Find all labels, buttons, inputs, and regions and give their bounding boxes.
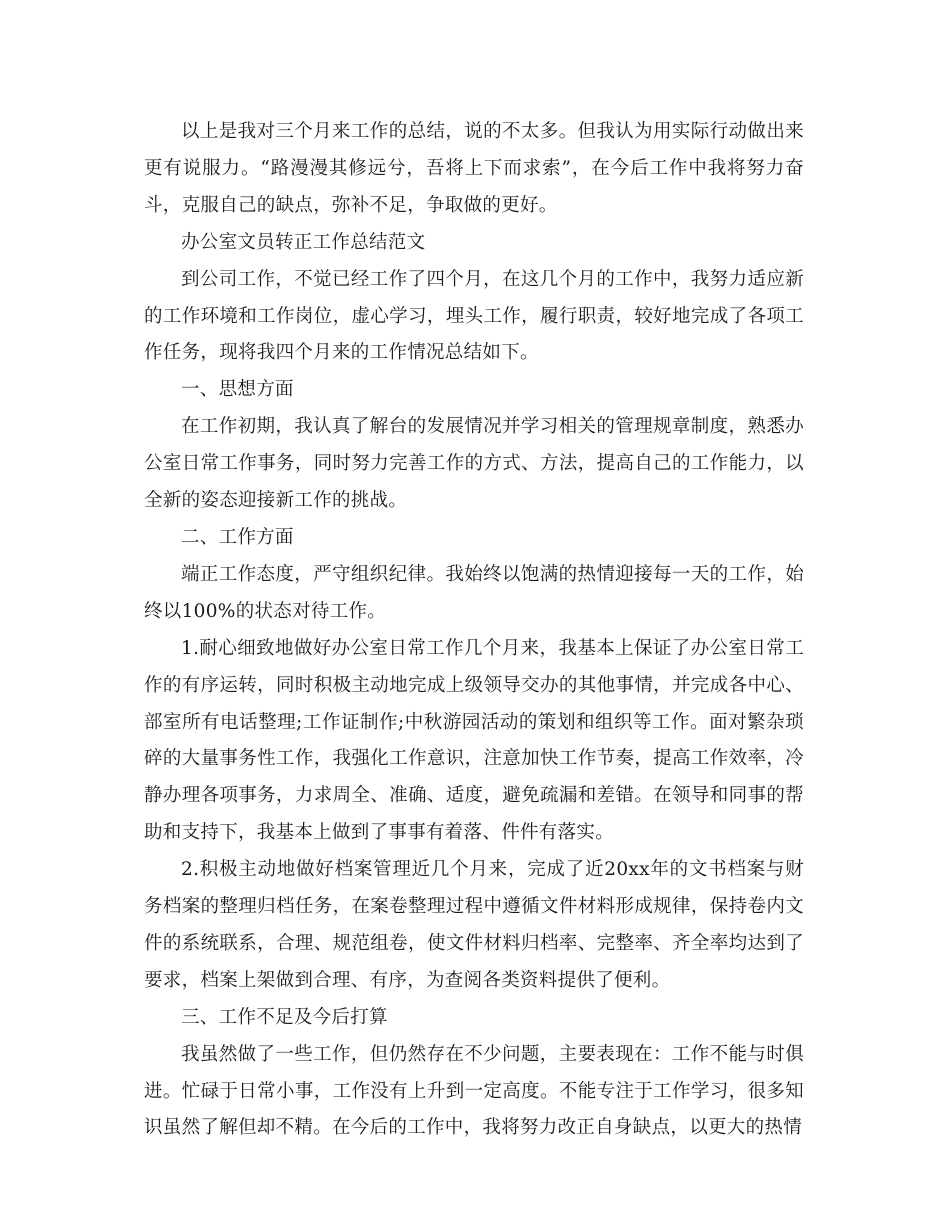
paragraph-shortcomings: 我虽然做了一些工作，但仍然存在不少问题，主要表现在：工作不能与时俱进。忙碌于日常小事，工作没有上升到一定高度。不能专注于工作学习，很多知识虽然了解但却不精。在今后的工作中，我将努力改正自身缺点，以更大的热情 xyxy=(144,1043,804,1139)
section-title: 办公室文员转正工作总结范文 xyxy=(181,231,426,253)
heading-thinking: 一、思想方面 xyxy=(181,379,294,401)
paragraph-work-attitude: 端正工作态度，严守组织纪律。我始终以饱满的热情迎接每一天的工作，始终以100%的状态对待工作。 xyxy=(144,563,804,622)
heading-work: 二、工作方面 xyxy=(181,526,294,548)
paragraph-archive-management: 2.积极主动地做好档案管理近几个月来，完成了近20xx年的文书档案与财务档案的整理归档任务，在案卷整理过程中遵循文件材料形成规律，保持卷内文件的系统联系，合理、规范组卷，使文件材料归档率、完整率、齐全率均达到了要求，档案上架做到合理、有序，为查阅各类资料提供了便利。 xyxy=(144,859,804,991)
paragraph-intro: 到公司工作，不觉已经工作了四个月，在这几个月的工作中，我努力适应新的工作环境和工作岗位，虚心学习，埋头工作，履行职责，较好地完成了各项工作任务，现将我四个月来的工作情况总结如下。 xyxy=(144,268,804,364)
document-body xyxy=(144,114,804,1147)
paragraph-closing-summary: 以上是我对三个月来工作的总结，说的不太多。但我认为用实际行动做出来更有说服力。“路漫漫其修远兮，吾将上下而求索”，在今后工作中我将努力奋斗，克服自己的缺点，弥补不足，争取做的更好。 xyxy=(144,121,804,216)
heading-shortcomings: 三、工作不足及今后打算 xyxy=(181,1006,388,1028)
paragraph-thinking: 在工作初期，我认真了解台的发展情况并学习相关的管理规章制度，熟悉办公室日常工作事务，同时努力完善工作的方式、方法，提高自己的工作能力，以全新的姿态迎接新工作的挑战。 xyxy=(144,416,804,512)
paragraph-daily-work: 1.耐心细致地做好办公室日常工作几个月来，我基本上保证了办公室日常工作的有序运转，同时积极主动地完成上级领导交办的其他事情，并完成各中心、部室所有电话整理;工作证制作;中秋游园活动的策划和组织等工作。面对繁杂琐碎的大量事务性工作，我强化工作意识，注意加快工作节奏，提高工作效率，冷静办理各项事务，力求周全、准确、适度，避免疏漏和差错。在领导和同事的帮助和支持下，我基本上做到了事事有着落、件件有落实。 xyxy=(144,637,804,844)
